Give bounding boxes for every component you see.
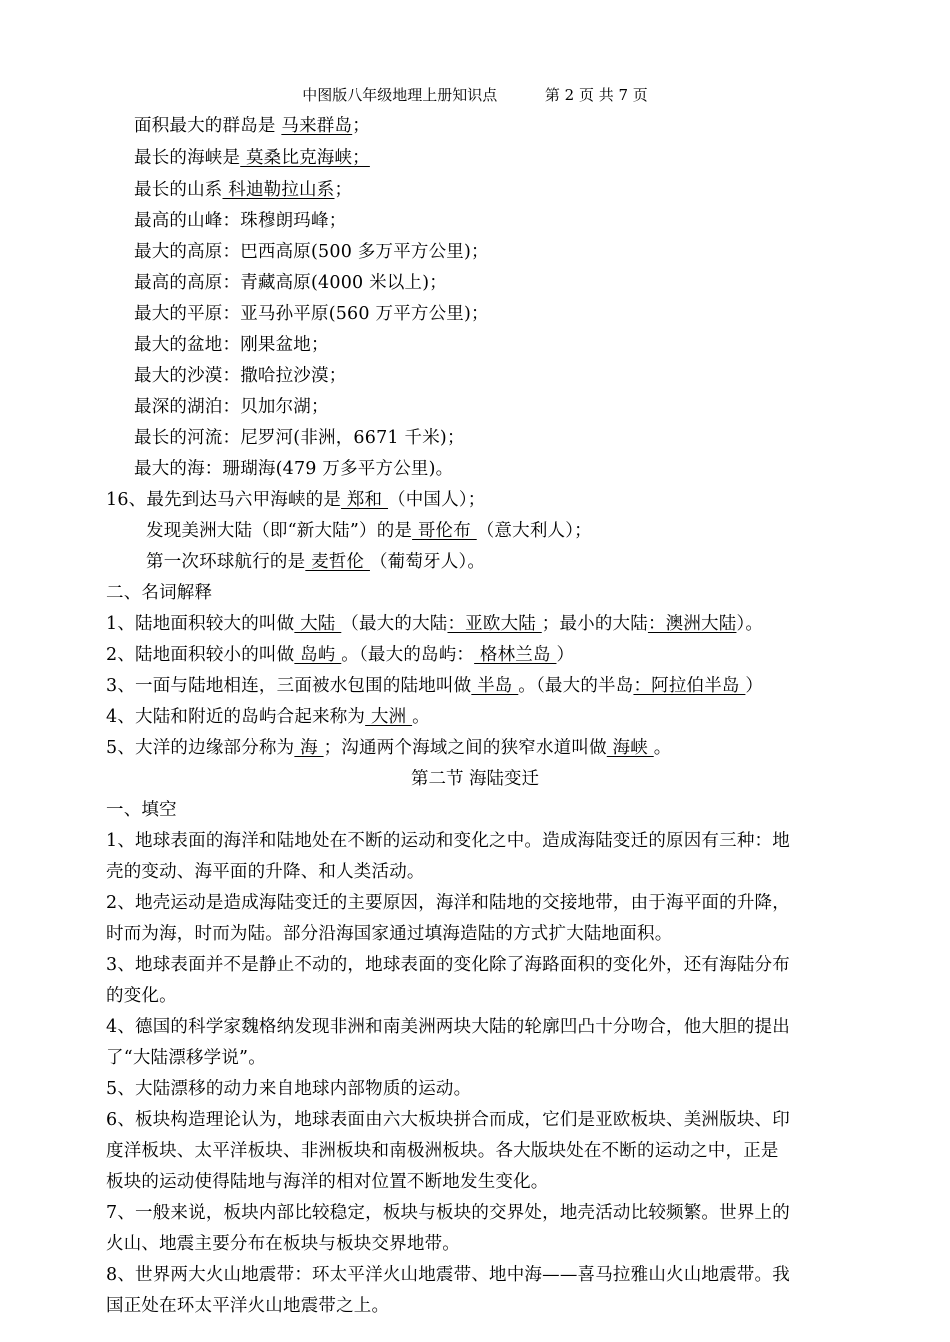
- record-largest-desert: 最大的沙漠：撒哈拉沙漠；: [134, 366, 347, 386]
- fill-line: 国正处在环太平洋火山地震带之上。: [106, 1296, 390, 1316]
- term-sea-strait: 5、大洋的边缘部分称为 海 ；沟通两个海域之间的狭窄水道叫做 海峡 。: [106, 738, 672, 758]
- fill-line: 6、板块构造理论认为，地球表面由六大板块拼合而成，它们是亚欧板块、美洲版块、印: [106, 1110, 790, 1130]
- fill-line: 的变化。: [106, 986, 177, 1006]
- fill-line: 4、德国的科学家魏格纳发现非洲和南美洲两块大陆的轮廓凹凸十分吻合，他大胆的提出: [106, 1017, 790, 1037]
- fill-line: 8、世界两大火山地震带：环太平洋火山地震带、地中海——喜马拉雅山火山地震带。我: [106, 1265, 790, 1285]
- fill-line: 度洋板块、太平洋板块、非洲板块和南极洲板块。各大版块处在不断的运动之中，正是: [106, 1141, 779, 1161]
- fill-line: 了“大陆漂移学说”。: [106, 1048, 266, 1068]
- record-highest-plateau: 最高的高原：青藏高原(4000 米以上)；: [134, 273, 447, 293]
- record-longest-mountain: 最长的山系 科迪勒拉山系；: [134, 180, 353, 200]
- record-longest-strait: 最长的海峡是 莫桑比克海峡；: [134, 148, 370, 168]
- q16-malacca: 16、最先到达马六甲海峡的是 郑和 （中国人）；: [106, 490, 486, 510]
- term-peninsula: 3、一面与陆地相连，三面被水包围的陆地叫做 半岛 。（最大的半岛：阿拉伯半岛 ）: [106, 676, 764, 696]
- q16-americas: 发现美洲大陆（即“新大陆”）的是 哥伦布 （意大利人）；: [146, 521, 592, 541]
- section-fill-in: 一、填空: [106, 800, 177, 820]
- term-continent-region: 4、大陆和附近的岛屿合起来称为 大洲 。: [106, 707, 430, 727]
- record-highest-peak: 最高的山峰：珠穆朗玛峰；: [134, 211, 347, 231]
- record-largest-plain: 最大的平原：亚马孙平原(560 万平方公里)；: [134, 304, 489, 324]
- page-header: 中图版八年级地理上册知识点 第 2 页 共 7 页: [302, 86, 648, 104]
- record-largest-archipelago: 面积最大的群岛是 马来群岛；: [134, 116, 370, 136]
- section2-title: 第二节 海陆变迁: [410, 769, 540, 789]
- fill-line: 火山、地震主要分布在板块与板块交界地带。: [106, 1234, 460, 1254]
- fill-line: 壳的变动、海平面的升降、和人类活动。: [106, 862, 425, 882]
- q16-circumnavigation: 第一次环球航行的是 麦哲伦 （葡萄牙人）。: [146, 552, 486, 572]
- record-deepest-lake: 最深的湖泊：贝加尔湖；: [134, 397, 329, 417]
- fill-line: 3、地球表面并不是静止不动的，地球表面的变化除了海路面积的变化外，还有海陆分布: [106, 955, 790, 975]
- fill-line: 板块的运动使得陆地与海洋的相对位置不断地发生变化。: [106, 1172, 549, 1192]
- record-largest-plateau: 最大的高原：巴西高原(500 多万平方公里)；: [134, 242, 489, 262]
- fill-line: 1、地球表面的海洋和陆地处在不断的运动和变化之中。造成海陆变迁的原因有三种：地: [106, 831, 790, 851]
- fill-line: 时而为海，时而为陆。部分沿海国家通过填海造陆的方式扩大陆地面积。: [106, 924, 673, 944]
- record-largest-basin: 最大的盆地：刚果盆地；: [134, 335, 329, 355]
- record-longest-river: 最长的河流：尼罗河(非洲，6671 千米)；: [134, 428, 465, 448]
- term-continent: 1、陆地面积较大的叫做 大陆 （最大的大陆：亚欧大陆 ；最小的大陆：澳洲大陆）。: [106, 614, 764, 634]
- record-largest-sea: 最大的海：珊瑚海(479 万多平方公里)。: [134, 459, 454, 479]
- term-island: 2、陆地面积较小的叫做 岛屿 。（最大的岛屿： 格林兰岛 ）: [106, 645, 575, 665]
- section-term-definitions: 二、名词解释: [106, 583, 213, 603]
- fill-line: 5、大陆漂移的动力来自地球内部物质的运动。: [106, 1079, 472, 1099]
- fill-line: 7、一般来说，板块内部比较稳定，板块与板块的交界处，地壳活动比较频繁。世界上的: [106, 1203, 790, 1223]
- fill-line: 2、地壳运动是造成海陆变迁的主要原因，海洋和陆地的交接地带，由于海平面的升降，: [106, 893, 790, 913]
